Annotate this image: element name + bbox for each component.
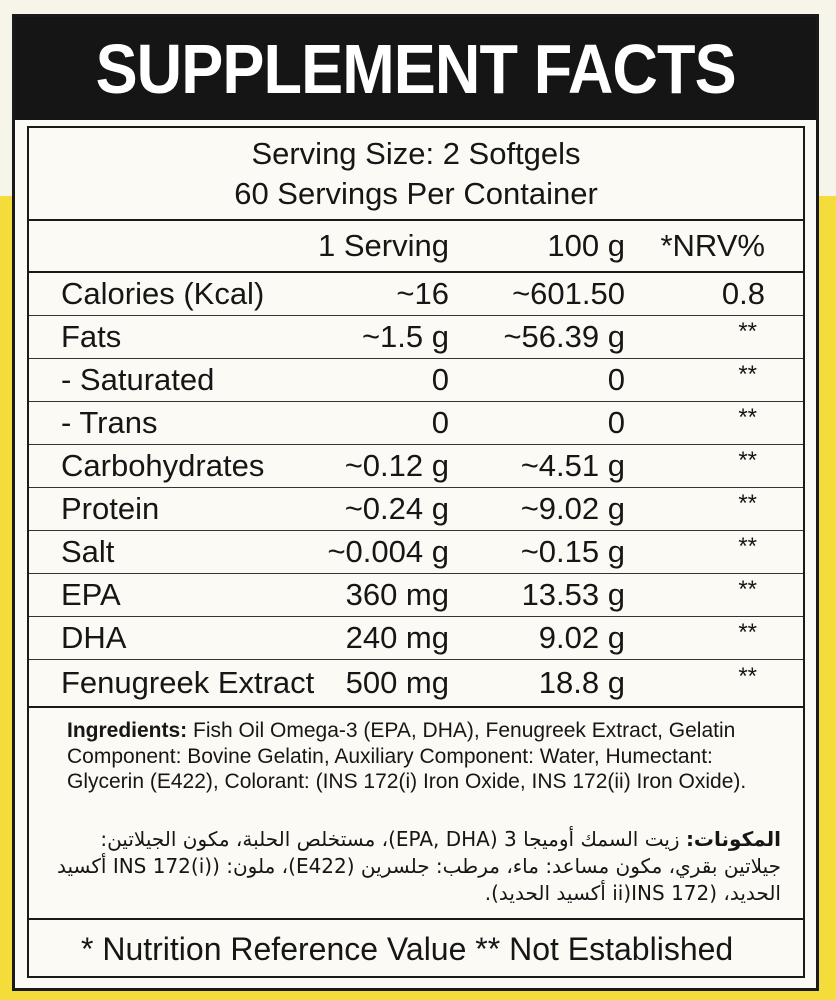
table-row [29,445,803,488]
per-serving-value: ~0.12 g [344,448,449,483]
serving-info [29,128,803,221]
ingredients-arabic [29,820,803,920]
servings-per-container: 60 Servings Per Container [234,175,598,211]
per-100g-value: 9.02 g [538,620,625,655]
facts-header [15,17,816,120]
column-header-nrv: *NRV% [660,228,765,263]
per-serving-value: 0 [431,362,449,397]
nrv-value: ** [738,663,757,691]
nrv-value: ** [738,532,757,560]
nutrient-name: - Trans [61,405,158,440]
footnote: * Nutrition Reference Value ** Not Established [81,931,734,967]
per-100g-value: 18.8 g [538,665,625,700]
per-100g-value: ~56.39 g [503,319,625,354]
table-row [29,531,803,574]
serving-size: Serving Size: 2 Softgels [251,135,581,171]
per-serving-value: ~16 [396,276,449,311]
nutrient-name: Salt [61,534,115,569]
table-row [29,488,803,531]
table-row [29,660,803,706]
per-100g-value: ~601.50 [512,276,625,311]
table-body [29,273,803,706]
nrv-value: ** [738,446,757,474]
per-100g-value: 0 [607,405,625,440]
nrv-value: 0.8 [721,276,765,311]
ingredients-english [29,708,803,820]
per-100g-value: ~0.15 g [520,534,625,569]
per-100g-value: 13.53 g [521,577,625,612]
nrv-value: ** [738,403,757,431]
column-header-100g: 100 g [547,228,625,263]
table-row [29,273,803,316]
per-serving-value: 360 mg [345,577,449,612]
facts-table-frame [27,126,805,978]
per-serving-value: 0 [431,405,449,440]
per-serving-value: 500 mg [345,665,449,700]
nutrient-name: Calories (Kcal) [61,276,265,311]
per-100g-value: ~9.02 g [520,491,625,526]
nrv-value: ** [738,360,757,388]
ingredients-arabic-text: زيت السمك أوميجا 3 (EPA, DHA)، مستخلص الحلبة، مكون الجيلاتين: جيلاتين بقري، مكون مساعد: ماء، مرطب: جلسرين (E422)، ملون: ((INS 172(i أكسيد الحديد، (INS 172(ii أكسيد الحديد). [57,827,781,905]
ingredients-arabic-label: المكونات: [685,827,781,851]
table-row [29,617,803,660]
nutrition-table [29,221,803,708]
ingredients-text: Fish Oil Omega-3 (EPA, DHA), Fenugreek Extract, Gelatin Component: Bovine Gelatin, Auxiliary Component: Water, Humectant: Glycerin (E422), Colorant: (INS 172(i) Iron Oxide, INS 172(ii) Iron Oxide). [67,719,747,793]
table-row [29,316,803,359]
per-serving-value: ~0.24 g [344,491,449,526]
per-serving-value: 240 mg [345,620,449,655]
ingredients-label: Ingredients: [67,719,188,742]
nutrient-name: Fats [61,319,122,354]
nrv-value: ** [738,575,757,603]
nutrient-name: EPA [61,577,121,612]
per-100g-value: ~4.51 g [520,448,625,483]
per-serving-value: ~0.004 g [327,534,449,569]
nrv-value: ** [738,618,757,646]
table-row [29,574,803,617]
table-row [29,402,803,445]
column-header-serving: 1 Serving [318,228,449,263]
nutrient-name: DHA [61,620,127,655]
nutrient-name: Fenugreek Extract [61,665,315,700]
nrv-value: ** [738,317,757,345]
per-100g-value: 0 [607,362,625,397]
table-header-row [29,221,803,273]
nutrient-name: Carbohydrates [61,448,265,483]
supplement-facts-panel [12,14,819,991]
nutrient-name: Protein [61,491,160,526]
nutrient-name: - Saturated [61,362,215,397]
nrv-value: ** [738,489,757,517]
page-title: SUPPLEMENT FACTS [95,29,736,108]
table-row [29,359,803,402]
per-serving-value: ~1.5 g [361,319,449,354]
